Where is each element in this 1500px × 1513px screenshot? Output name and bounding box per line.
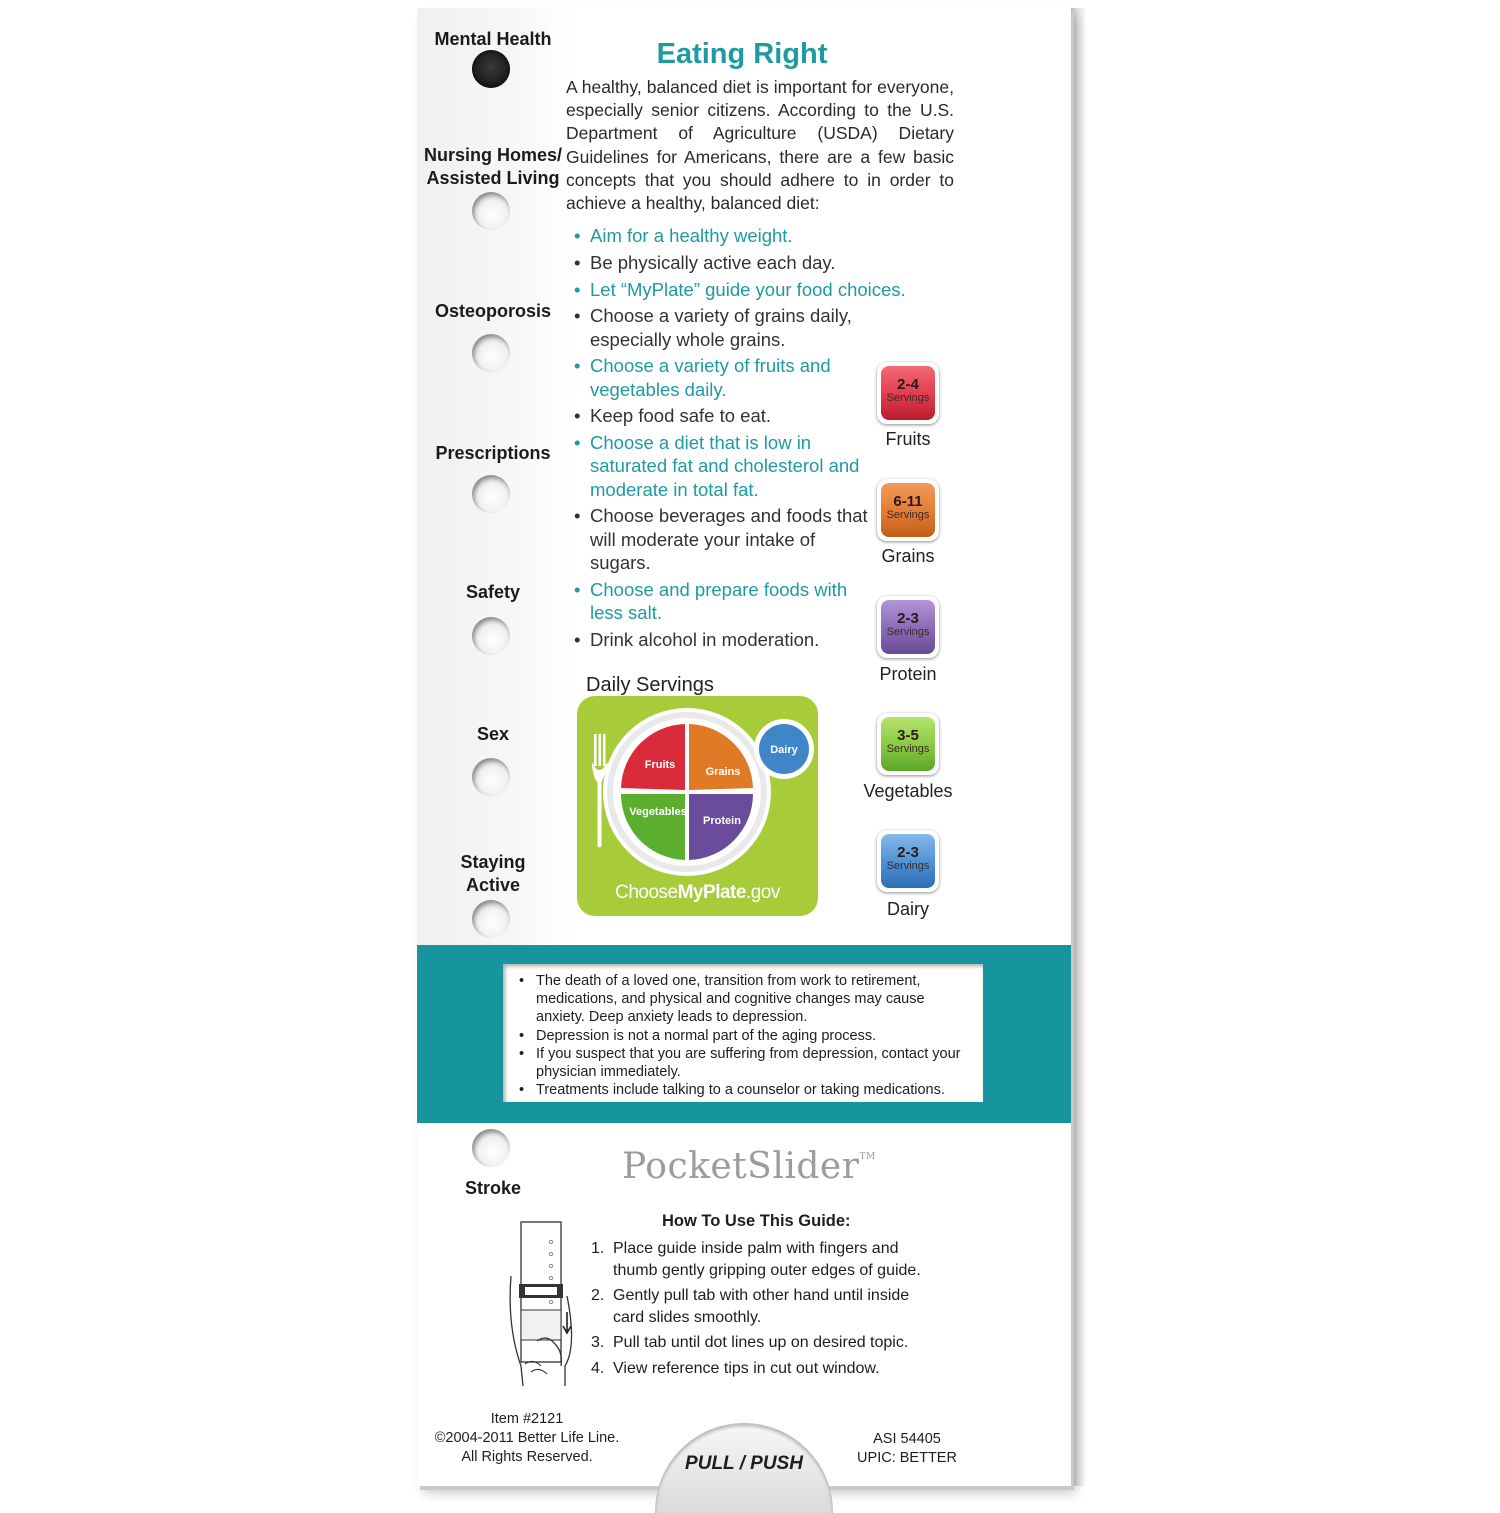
myplate-url: ChooseMyPlate.gov <box>615 882 780 903</box>
item-number: Item #2121 <box>490 1411 564 1427</box>
servings-label-protein: Protein <box>879 664 937 684</box>
list-item: 1. Place guide inside palm with fingers and thumb gently gripping outer edges of guide. <box>591 1240 921 1279</box>
page-title: Eating Right <box>656 38 828 70</box>
topic-indicator-hole <box>472 617 510 655</box>
upic-code: UPIC: BETTER <box>857 1450 957 1466</box>
topic-indicator-hole <box>472 1129 510 1167</box>
asi-code: ASI 54405 <box>873 1431 941 1447</box>
topic-nursing-homes: Nursing Homes/ Assisted Living <box>423 145 563 188</box>
list-item: 4. View reference tips in cut out window. <box>591 1359 880 1377</box>
pull-push-label: PULL / PUSH <box>685 1453 803 1474</box>
topic-indicator-hole <box>472 334 510 372</box>
list-item: 3. Pull tab until dot lines up on desired topic. <box>591 1334 909 1351</box>
tips-window <box>503 964 983 1102</box>
topic-sex: Sex <box>476 724 510 744</box>
plate-label-fruits: Fruits <box>644 759 676 771</box>
list-item: • Aim for a healthy weight. <box>572 224 872 247</box>
topic-stroke: Stroke <box>464 1178 522 1198</box>
howto-steps <box>591 1238 921 1383</box>
servings-badge-dairy: 2-3 Servings <box>877 830 939 892</box>
copyright-text: ©2004-2011 Better Life Line. <box>434 1430 620 1446</box>
servings-label-grains: Grains <box>881 546 935 566</box>
servings-badge-grains: 6-11 Servings <box>877 479 939 541</box>
howto-heading: How To Use This Guide: <box>662 1212 851 1230</box>
plate-label-dairy: Dairy <box>770 744 798 756</box>
topic-mental-health: Mental Health <box>434 29 552 49</box>
topic-indicator-hole-active <box>472 50 510 88</box>
list-item: • Choose a variety of grains daily, especially whole grains. <box>572 304 872 350</box>
servings-label-dairy: Dairy <box>886 899 929 919</box>
servings-badge-vegetables: 3-5 Servings <box>877 713 939 775</box>
list-item: • Be physically active each day. <box>572 251 872 274</box>
servings-badge-protein: 2-3 Servings <box>877 596 939 658</box>
intro-paragraph: A healthy, balanced diet is important for everyone, especially senior citizens. According to the U.S. Department of Agriculture (USDA) Dietary Guidelines for Americans, there are a few basic concepts that you should adhere to in order to achieve a healthy, balanced diet: <box>566 77 954 214</box>
list-item: 2. Gently pull tab with other hand until inside card slides smoothly. <box>591 1287 910 1326</box>
list-item: • Treatments include talking to a counselor or taking medications. <box>503 1081 983 1099</box>
list-item: • Depression is not a normal part of the aging process. <box>503 1027 983 1045</box>
footer-copyright <box>427 1410 627 1467</box>
topic-prescriptions: Prescriptions <box>435 443 551 463</box>
topic-safety: Safety <box>465 582 521 602</box>
list-item: • Choose a variety of fruits and vegetables daily. <box>572 354 872 400</box>
pocket-slider-card <box>417 8 1071 1486</box>
myplate-graphic <box>577 696 818 886</box>
plate-label-grains: Grains <box>705 766 741 778</box>
brand-logo: PocketSlider™ <box>622 1146 876 1187</box>
list-item: • If you suspect that you are suffering from depression, contact your physician immediately. <box>503 1045 983 1081</box>
topic-staying-active: Staying Active <box>460 852 526 895</box>
footer-codes <box>847 1430 967 1468</box>
rights-text: All Rights Reserved. <box>461 1449 593 1465</box>
plate-label-protein: Protein <box>703 815 741 827</box>
list-item: • Choose beverages and foods that will moderate your intake of sugars. <box>572 504 872 574</box>
topic-indicator-hole <box>472 758 510 796</box>
list-item: • Choose a diet that is low in saturated fat and cholesterol and moderate in total fat. <box>572 431 872 501</box>
card-edge-shadow <box>1071 8 1085 1486</box>
servings-label-vegetables: Vegetables <box>863 781 953 801</box>
topic-osteoporosis: Osteoporosis <box>434 301 552 321</box>
servings-badge-fruits: 2-4 Servings <box>877 362 939 424</box>
list-item: • Let “MyPlate” guide your food choices. <box>572 278 950 301</box>
list-item: • Drink alcohol in moderation. <box>572 628 872 651</box>
topic-indicator-hole <box>472 192 510 230</box>
list-item: • Choose and prepare foods with less salt. <box>572 578 872 624</box>
topic-indicator-hole <box>472 475 510 513</box>
myplate-logo <box>577 696 818 916</box>
daily-servings-heading: Daily Servings <box>586 674 714 696</box>
list-item: • Keep food safe to eat. <box>572 404 872 427</box>
list-item: • The death of a loved one, transition from work to retirement, medications, and physical and cognitive changes may cause anxiety. Deep anxiety leads to depression. <box>503 972 983 1027</box>
plate-label-vegetables: Vegetables <box>629 806 687 818</box>
hand-illustration-icon <box>507 1216 587 1386</box>
servings-label-fruits: Fruits <box>885 429 931 449</box>
topic-indicator-hole <box>472 900 510 938</box>
guidelines-list <box>572 224 906 654</box>
